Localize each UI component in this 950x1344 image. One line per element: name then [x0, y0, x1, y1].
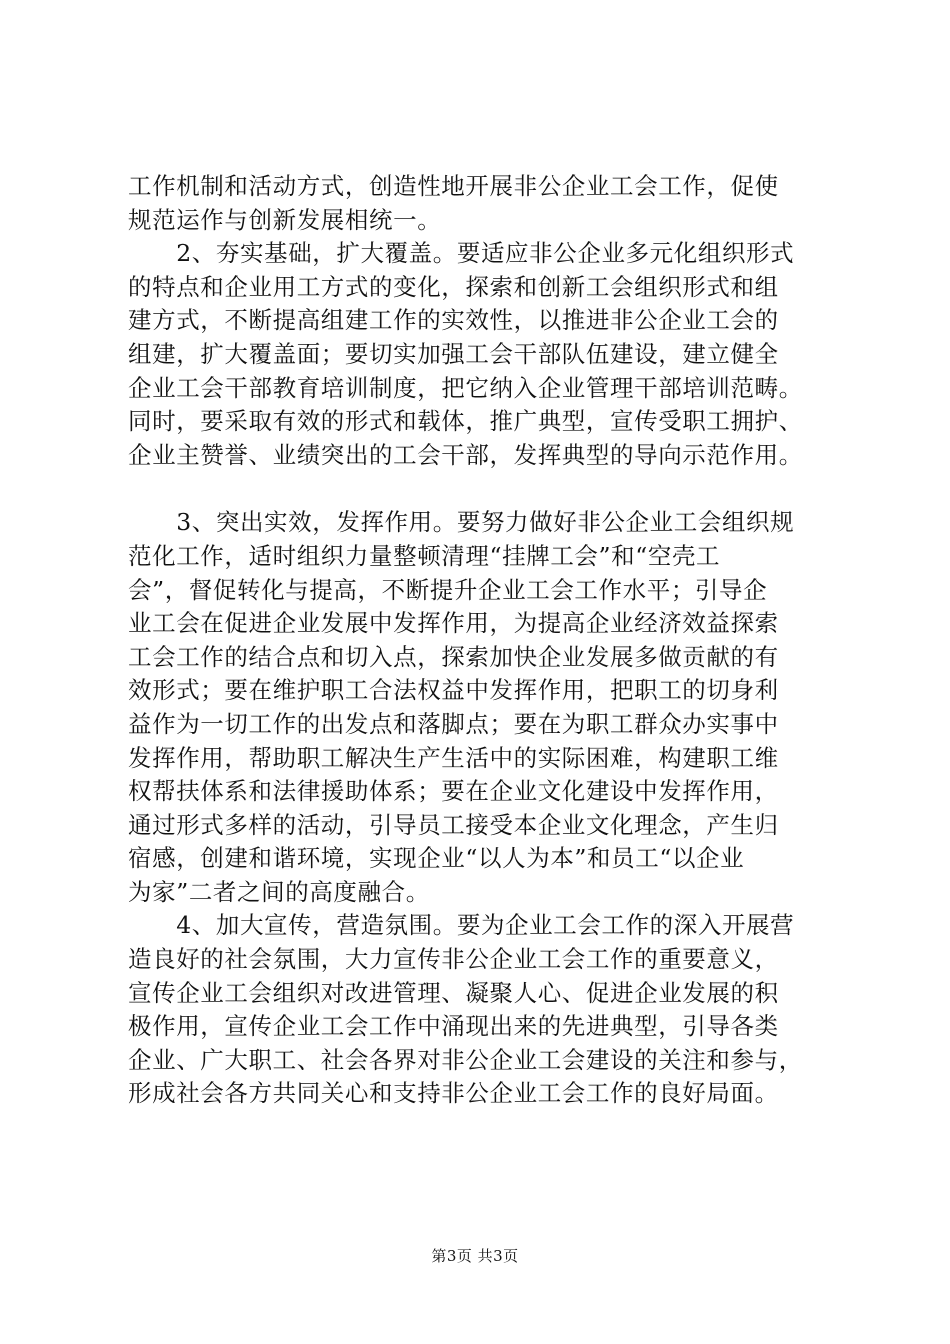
text-line: 4、加大宣传，营造氛围。要为企业工会工作的深入开展营: [128, 911, 795, 940]
text-line: 极作用，宣传企业工会工作中涌现出来的先进典型，引导各类: [128, 1012, 779, 1041]
text-line: 通过形式多样的活动，引导员工接受本企业文化理念，产生归: [128, 810, 779, 839]
text-line: 范化工作，适时组织力量整顿清理“挂牌工会”和“空壳工: [128, 541, 721, 570]
text-line: 3、突出实效，发挥作用。要努力做好非公企业工会组织规: [128, 508, 795, 537]
text-line: 为家”二者之间的高度融合。: [128, 877, 430, 906]
text-line: 企业、广大职工、社会各界对非公企业工会建设的关注和参与，: [128, 1045, 803, 1074]
text-line: 业工会在促进企业发展中发挥作用，为提高企业经济效益探索: [128, 609, 779, 638]
text-line: 工作机制和活动方式，创造性地开展非公企业工会工作，促使: [128, 172, 779, 200]
text-line: 权帮扶体系和法律援助体系；要在企业文化建设中发挥作用，: [128, 777, 779, 806]
paragraph-gap: [128, 472, 828, 506]
text-line: 同时，要采取有效的形式和载体，推广典型，宣传受职工拥护、: [128, 407, 803, 436]
text-line: 的特点和企业用工方式的变化，探索和创新工会组织形式和组: [128, 272, 779, 301]
text-line: 建方式，不断提高组建工作的实效性，以推进非公企业工会的: [128, 306, 779, 335]
text-line: 宣传企业工会组织对改进管理、凝聚人心、促进企业发展的积: [128, 978, 779, 1007]
text-line: 宿感，创建和谐环境，实现企业“以人为本”和员工“以企业: [128, 844, 745, 873]
text-line: 发挥作用，帮助职工解决生产生活中的实际困难，构建职工维: [128, 743, 779, 772]
text-line: 规范运作与创新发展相统一。: [128, 205, 442, 234]
page-footer: 第3页 共3页: [431, 1247, 519, 1265]
text-line: 效形式；要在维护职工合法权益中发挥作用，把职工的切身利: [128, 676, 779, 705]
text-line: 会”，督促转化与提高，不断提升企业工会工作水平；引导企: [128, 575, 768, 604]
document-body: [128, 170, 828, 1111]
text-line: 工会工作的结合点和切入点，探索加快企业发展多做贡献的有: [128, 642, 779, 671]
text-block-1: [128, 170, 828, 472]
text-line: 形成社会各方共同关心和支持非公企业工会工作的良好局面。: [128, 1079, 779, 1108]
text-line: 2、夯实基础，扩大覆盖。要适应非公企业多元化组织形式: [128, 239, 795, 268]
text-line: 企业主赞誉、业绩突出的工会干部，发挥典型的导向示范作用。: [128, 440, 803, 469]
text-line: 企业工会干部教育培训制度，把它纳入企业管理干部培训范畴。: [128, 373, 803, 402]
text-line: 益作为一切工作的出发点和落脚点；要在为职工群众办实事中: [128, 709, 779, 738]
text-line: 组建，扩大覆盖面；要切实加强工会干部队伍建设，建立健全: [128, 339, 779, 368]
text-block-2: [128, 506, 828, 1111]
text-line: 造良好的社会氛围，大力宣传非公企业工会工作的重要意义，: [128, 945, 779, 974]
